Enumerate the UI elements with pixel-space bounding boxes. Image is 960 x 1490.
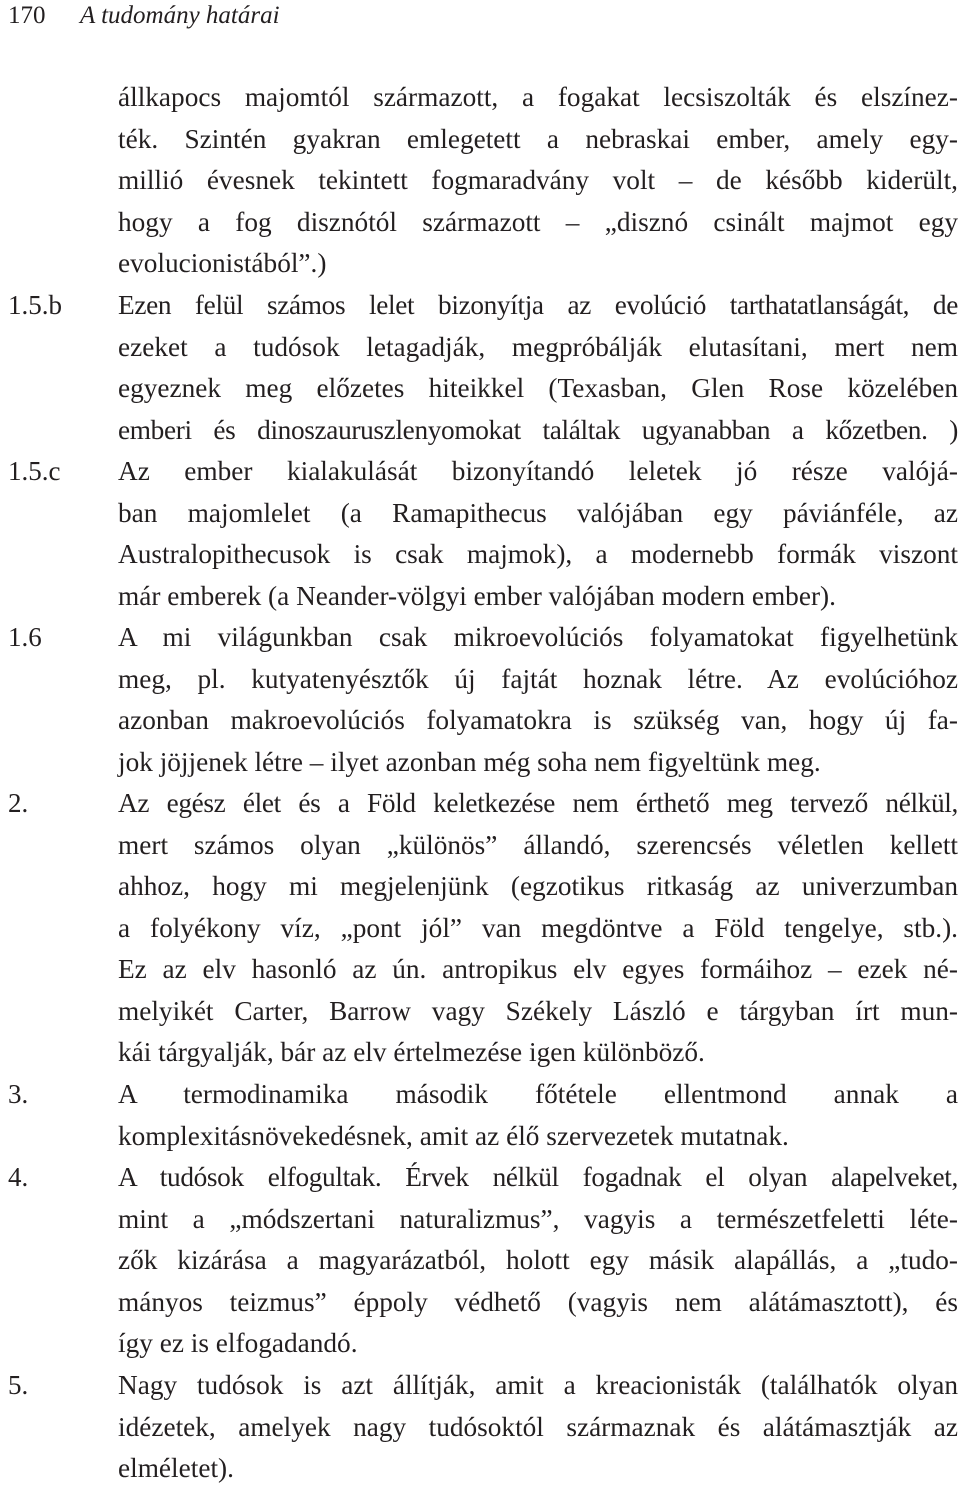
- page-number: 170: [8, 2, 46, 29]
- item-label: 1.5.c: [8, 456, 61, 486]
- text-line: mányos teizmus” éppoly védhető (vagyis nem alátámasztott), és: [118, 1286, 958, 1317]
- text-line: komplexitásnövekedésnek, amit az élő szervezetek mutatnak.: [118, 1120, 789, 1151]
- item-label: 1.6: [8, 622, 42, 652]
- paragraph-text: [118, 1074, 958, 1157]
- text-line: elméletet).: [118, 1453, 234, 1483]
- paragraph-text: [118, 1365, 958, 1490]
- paragraph-text: [118, 1157, 958, 1365]
- text-line: ahhoz, hogy mi megjelenjünk (egzotikus ritkaság az univerzumban: [118, 871, 958, 901]
- text-line: azonban makroevolúciós folyamatokra is szükség van, hogy új fa-: [118, 705, 958, 735]
- text-line: Nagy tudósok is azt állítják, amit a kreacionisták (találhatók olyan: [118, 1370, 958, 1400]
- text-line: ezeket a tudósok letagadják, megpróbálják elutasítani, mert nem: [118, 331, 958, 362]
- running-title: A tudomány határai: [80, 2, 280, 29]
- text-line: már emberek (a Neander-völgyi ember valójában modern ember).: [118, 580, 836, 611]
- text-line: evolucionistából”.): [118, 248, 327, 278]
- paragraph-text: [118, 617, 958, 783]
- text-line: a folyékony víz, „pont jól” van megdöntve a Föld tengelye, stb.).: [118, 912, 958, 943]
- text-line: mert számos olyan „különös” állandó, szerencsés véletlen kellett: [118, 829, 958, 860]
- text-line: meg, pl. kutyatenyésztők új fajtát hoznak létre. Az evolúcióhoz: [118, 663, 958, 694]
- item-label: 2.: [8, 788, 29, 818]
- text-line: A mi világunkban csak mikroevolúciós folyamatokat figyelhetünk: [118, 622, 958, 652]
- text-line: A termodinamika második főtétele ellentmond annak a: [118, 1079, 958, 1109]
- text-line: idézetek, amelyek nagy tudósoktól származnak és alátámasztják az: [118, 1411, 958, 1442]
- paragraph-text: [118, 451, 958, 617]
- running-header: [8, 0, 280, 32]
- text-line: Az ember kialakulását bizonyítandó leletek jó része valójá-: [118, 456, 958, 486]
- item-label: 3.: [8, 1079, 29, 1109]
- paragraph-text: [118, 783, 958, 1074]
- paragraph-text: [118, 77, 958, 285]
- text-line: ték. Szintén gyakran emlegetett a nebraskai ember, amely egy-: [118, 123, 958, 154]
- text-line: állkapocs majomtól származott, a fogakat lecsiszolták és elszínez-: [118, 82, 958, 112]
- text-line: millió évesnek tekintett fogmaradvány volt – de később kiderült,: [118, 165, 958, 195]
- text-line: ban majomlelet (a Ramapithecus valójában egy páviánféle, az: [118, 497, 958, 528]
- text-line: így ez is elfogadandó.: [118, 1328, 358, 1358]
- text-line: Australopithecusok is csak majmok), a modernebb formák viszont: [118, 539, 958, 569]
- text-line: zők kizárása a magyarázatból, holott egy másik alapállás, a „tudo-: [118, 1245, 958, 1275]
- text-line: Az egész élet és a Föld keletkezése nem érthető meg tervező nélkül,: [118, 788, 958, 818]
- text-line: melyikét Carter, Barrow vagy Székely László e tárgyban írt mun-: [118, 995, 958, 1026]
- text-line: hogy a fog disznótól származott – „disznó csinált majmot egy: [118, 206, 958, 237]
- text-line: A tudósok elfogultak. Érvek nélkül fogadnak el olyan alapelveket,: [118, 1162, 958, 1192]
- item-label: 1.5.b: [8, 290, 62, 320]
- text-line: Ez az elv hasonló az ún. antropikus elv egyes formáihoz – ezek né-: [118, 954, 958, 984]
- text-line: egyeznek meg előzetes hiteikkel (Texasban, Glen Rose közelében: [118, 373, 958, 403]
- text-line: Ezen felül számos lelet bizonyítja az evolúció tarthatatlanságát, de: [118, 290, 958, 320]
- text-line: emberi és dinoszauruszlenyomokat találtak ugyanabban a kőzetben. ): [118, 414, 958, 445]
- item-label: 5.: [8, 1370, 29, 1400]
- item-label: 4.: [8, 1162, 29, 1192]
- text-line: jok jöjjenek létre – ilyet azonban még soha nem figyeltünk meg.: [118, 746, 821, 777]
- text-line: kái tárgyalják, bár az elv értelmezése igen különböző.: [118, 1037, 705, 1067]
- text-line: mint a „módszertani naturalizmus”, vagyis a természetfeletti léte-: [118, 1203, 958, 1234]
- paragraph-text: [118, 285, 958, 451]
